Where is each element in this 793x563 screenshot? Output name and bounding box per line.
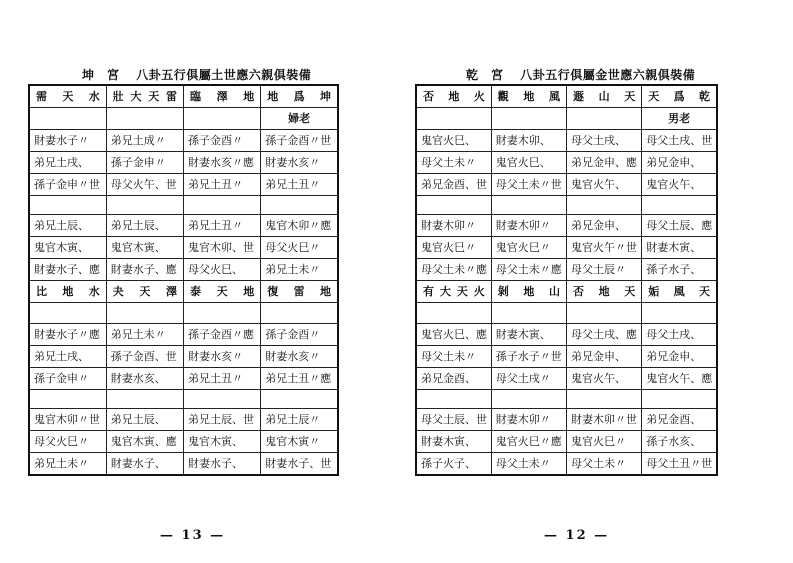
line-cell: 財妻水子、應	[106, 259, 183, 281]
line-row	[29, 324, 338, 346]
line-cell: 財妻木寅、	[642, 237, 717, 259]
line-cell: 弟兄金酉、	[642, 409, 717, 431]
hexagram-name: 夬 天 澤	[106, 281, 183, 303]
line-cell: 財妻木卯〃世	[567, 409, 642, 431]
empty-cell	[567, 196, 642, 215]
hexagram-name: 觀 地 風	[491, 85, 566, 108]
hexagram-name-row	[416, 85, 717, 108]
line-cell: 母父土未〃應	[416, 259, 491, 281]
line-cell: 弟兄土辰、	[106, 409, 183, 431]
empty-cell	[29, 390, 106, 409]
hexagram-name: 泰 天 地	[184, 281, 261, 303]
hexagram-name: 需 天 水	[29, 85, 106, 108]
line-cell: 孫子金酉〃	[184, 130, 261, 152]
empty-cell	[106, 390, 183, 409]
line-cell: 鬼官木卯〃應	[261, 215, 338, 237]
line-row	[416, 130, 717, 152]
annotation-row	[29, 108, 338, 130]
line-cell: 財妻水亥〃應	[184, 152, 261, 174]
empty-cell	[261, 303, 338, 324]
line-cell: 財妻水子〃	[29, 130, 106, 152]
empty-cell	[261, 196, 338, 215]
line-cell: 母父土辰、應	[642, 215, 717, 237]
empty-cell	[416, 390, 491, 409]
line-cell: 鬼官木寅、	[106, 237, 183, 259]
page-title	[466, 66, 707, 83]
hexagram-name: 姤 風 天	[642, 281, 717, 303]
line-row	[416, 215, 717, 237]
line-cell: 財妻水亥〃	[261, 152, 338, 174]
line-row	[29, 237, 338, 259]
empty-cell	[261, 390, 338, 409]
line-cell: 孫子金申〃	[29, 368, 106, 390]
palace-name: 乾 宮	[466, 68, 504, 82]
hexagram-table	[415, 84, 718, 476]
line-cell: 弟兄土丑〃	[184, 174, 261, 196]
spacer-row	[29, 196, 338, 215]
line-row	[416, 453, 717, 476]
line-cell: 財妻水亥、	[106, 368, 183, 390]
line-cell: 弟兄土辰、	[29, 215, 106, 237]
line-row	[29, 346, 338, 368]
line-cell: 鬼官木寅、	[184, 431, 261, 453]
line-row	[416, 174, 717, 196]
line-cell: 母父火巳〃	[261, 237, 338, 259]
annotation-cell	[29, 108, 106, 130]
line-cell: 弟兄土丑〃	[261, 174, 338, 196]
line-row	[416, 259, 717, 281]
annotation-row	[416, 108, 717, 130]
empty-cell	[29, 303, 106, 324]
line-cell: 弟兄金申、	[567, 346, 642, 368]
line-cell: 鬼官火巳〃	[491, 237, 566, 259]
line-cell: 母父土戌、	[567, 130, 642, 152]
empty-cell	[567, 303, 642, 324]
empty-cell	[184, 196, 261, 215]
annotation-cell	[416, 108, 491, 130]
line-cell: 鬼官火巳〃應	[491, 431, 566, 453]
line-cell: 財妻水子、世	[261, 453, 338, 476]
hexagram-name: 天 爲 乾	[642, 85, 717, 108]
line-cell: 母父土未〃	[567, 453, 642, 476]
hexagram-name-row	[29, 85, 338, 108]
hexagram-name-row	[29, 281, 338, 303]
line-cell: 財妻水子、	[184, 453, 261, 476]
line-cell: 母父火巳〃	[29, 431, 106, 453]
line-cell: 財妻水子、應	[29, 259, 106, 281]
line-cell: 鬼官火巳、	[416, 130, 491, 152]
line-row	[29, 431, 338, 453]
line-cell: 弟兄土未〃	[106, 324, 183, 346]
line-row	[29, 130, 338, 152]
page-number: — 12 —	[544, 528, 610, 543]
line-cell: 弟兄土辰、	[106, 215, 183, 237]
line-cell: 母父土辰〃	[567, 259, 642, 281]
line-cell: 鬼官火巳、	[491, 152, 566, 174]
empty-cell	[491, 303, 566, 324]
empty-cell	[416, 196, 491, 215]
line-row	[29, 453, 338, 476]
line-cell: 孫子金酉〃世	[261, 130, 338, 152]
hexagram-name: 否 地 火	[416, 85, 491, 108]
line-cell: 弟兄金申、	[642, 346, 717, 368]
line-cell: 孫子金酉〃應	[184, 324, 261, 346]
page-number: — 13 —	[160, 528, 226, 543]
line-cell: 弟兄金酉、	[416, 368, 491, 390]
line-cell: 母父土未〃	[416, 152, 491, 174]
annotation-cell: 婦老	[261, 108, 338, 130]
line-cell: 母父土辰、世	[416, 409, 491, 431]
line-cell: 財妻木卯〃	[416, 215, 491, 237]
hexagram-name: 壯大天雷	[106, 85, 183, 108]
line-cell: 孫子金申〃世	[29, 174, 106, 196]
hexagram-table	[28, 84, 339, 476]
line-cell: 弟兄土丑〃	[184, 368, 261, 390]
hexagram-name: 剝 地 山	[491, 281, 566, 303]
line-cell: 財妻木卯〃	[491, 215, 566, 237]
line-row	[416, 237, 717, 259]
line-cell: 弟兄土成〃	[106, 130, 183, 152]
hexagram-name: 遯 山 天	[567, 85, 642, 108]
spacer-row	[416, 303, 717, 324]
line-cell: 孫子金酉〃	[261, 324, 338, 346]
line-cell: 鬼官木寅〃	[261, 431, 338, 453]
line-row	[29, 215, 338, 237]
line-cell: 財妻水子〃應	[29, 324, 106, 346]
line-row	[29, 368, 338, 390]
line-cell: 孫子水子〃世	[491, 346, 566, 368]
hexagram-name: 臨 澤 地	[184, 85, 261, 108]
line-cell: 弟兄土未〃	[261, 259, 338, 281]
line-row	[416, 152, 717, 174]
line-cell: 母父土戌、應	[567, 324, 642, 346]
line-cell: 鬼官火午、	[567, 174, 642, 196]
spacer-row	[29, 390, 338, 409]
empty-cell	[491, 390, 566, 409]
annotation-cell	[184, 108, 261, 130]
spacer-row	[29, 303, 338, 324]
line-cell: 鬼官火巳〃	[567, 431, 642, 453]
line-cell: 孫子水子、	[642, 259, 717, 281]
page-title	[82, 66, 323, 83]
line-cell: 弟兄土戌、	[29, 152, 106, 174]
line-cell: 鬼官火午、	[642, 174, 717, 196]
right-page	[396, 0, 793, 563]
line-cell: 鬼官火巳〃	[416, 237, 491, 259]
line-row	[29, 409, 338, 431]
line-cell: 弟兄金申、	[642, 152, 717, 174]
line-cell: 母父土未〃	[491, 453, 566, 476]
annotation-cell	[491, 108, 566, 130]
line-cell: 母父土未〃	[416, 346, 491, 368]
line-cell: 母父土未〃應	[491, 259, 566, 281]
line-cell: 弟兄土丑〃	[184, 215, 261, 237]
line-row	[416, 346, 717, 368]
line-cell: 財妻木卯〃	[491, 409, 566, 431]
empty-cell	[106, 196, 183, 215]
line-cell: 弟兄土丑〃應	[261, 368, 338, 390]
line-row	[416, 368, 717, 390]
line-cell: 孫子水亥、	[642, 431, 717, 453]
hexagram-name: 比 地 水	[29, 281, 106, 303]
line-cell: 母父火午、世	[106, 174, 183, 196]
empty-cell	[184, 303, 261, 324]
empty-cell	[184, 390, 261, 409]
line-cell: 孫子火子、	[416, 453, 491, 476]
line-cell: 鬼官火午〃世	[567, 237, 642, 259]
line-cell: 孫子金酉、世	[106, 346, 183, 368]
line-cell: 鬼官木寅、	[29, 237, 106, 259]
line-cell: 財妻水子、	[106, 453, 183, 476]
line-row	[416, 324, 717, 346]
line-cell: 弟兄土戌、	[29, 346, 106, 368]
line-cell: 弟兄土辰、世	[184, 409, 261, 431]
line-cell: 鬼官火午、應	[642, 368, 717, 390]
left-page	[0, 0, 396, 563]
line-cell: 財妻木寅、	[491, 324, 566, 346]
line-cell: 財妻木卯、	[491, 130, 566, 152]
line-cell: 鬼官火午、	[567, 368, 642, 390]
line-cell: 母父土未〃世	[491, 174, 566, 196]
line-cell: 財妻水亥〃	[184, 346, 261, 368]
line-cell: 弟兄金申、	[567, 215, 642, 237]
line-cell: 財妻木寅、	[416, 431, 491, 453]
empty-cell	[642, 390, 717, 409]
empty-cell	[416, 303, 491, 324]
line-cell: 母父土戌、	[642, 324, 717, 346]
line-row	[29, 174, 338, 196]
line-row	[29, 152, 338, 174]
line-cell: 鬼官木卯、世	[184, 237, 261, 259]
empty-cell	[491, 196, 566, 215]
spacer-row	[416, 196, 717, 215]
line-cell: 弟兄土未〃	[29, 453, 106, 476]
line-cell: 鬼官火巳、應	[416, 324, 491, 346]
annotation-cell: 男老	[642, 108, 717, 130]
spacer-row	[416, 390, 717, 409]
hexagram-name-row	[416, 281, 717, 303]
line-cell: 母父土戌〃	[491, 368, 566, 390]
hexagram-name: 地 爲 坤	[261, 85, 338, 108]
annotation-cell	[106, 108, 183, 130]
title-subtitle: 八卦五行俱屬土世應六親俱裝備	[136, 68, 312, 82]
annotation-cell	[567, 108, 642, 130]
hexagram-name: 有大天火	[416, 281, 491, 303]
line-cell: 鬼官木卯〃世	[29, 409, 106, 431]
line-row	[29, 259, 338, 281]
empty-cell	[106, 303, 183, 324]
empty-cell	[29, 196, 106, 215]
line-row	[416, 431, 717, 453]
hexagram-name: 復 雷 地	[261, 281, 338, 303]
line-cell: 弟兄金酉、世	[416, 174, 491, 196]
palace-name: 坤 宮	[82, 68, 120, 82]
line-cell: 母父火巳、	[184, 259, 261, 281]
line-cell: 母父土戌、世	[642, 130, 717, 152]
title-subtitle: 八卦五行俱屬金世應六親俱裝備	[520, 68, 696, 82]
line-cell: 弟兄金申、應	[567, 152, 642, 174]
empty-cell	[642, 196, 717, 215]
hexagram-name: 否 地 天	[567, 281, 642, 303]
empty-cell	[567, 390, 642, 409]
line-cell: 母父土丑〃世	[642, 453, 717, 476]
line-cell: 鬼官木寅、應	[106, 431, 183, 453]
empty-cell	[642, 303, 717, 324]
line-cell: 弟兄土辰〃	[261, 409, 338, 431]
line-row	[416, 409, 717, 431]
line-cell: 孫子金申〃	[106, 152, 183, 174]
line-cell: 財妻水亥〃	[261, 346, 338, 368]
